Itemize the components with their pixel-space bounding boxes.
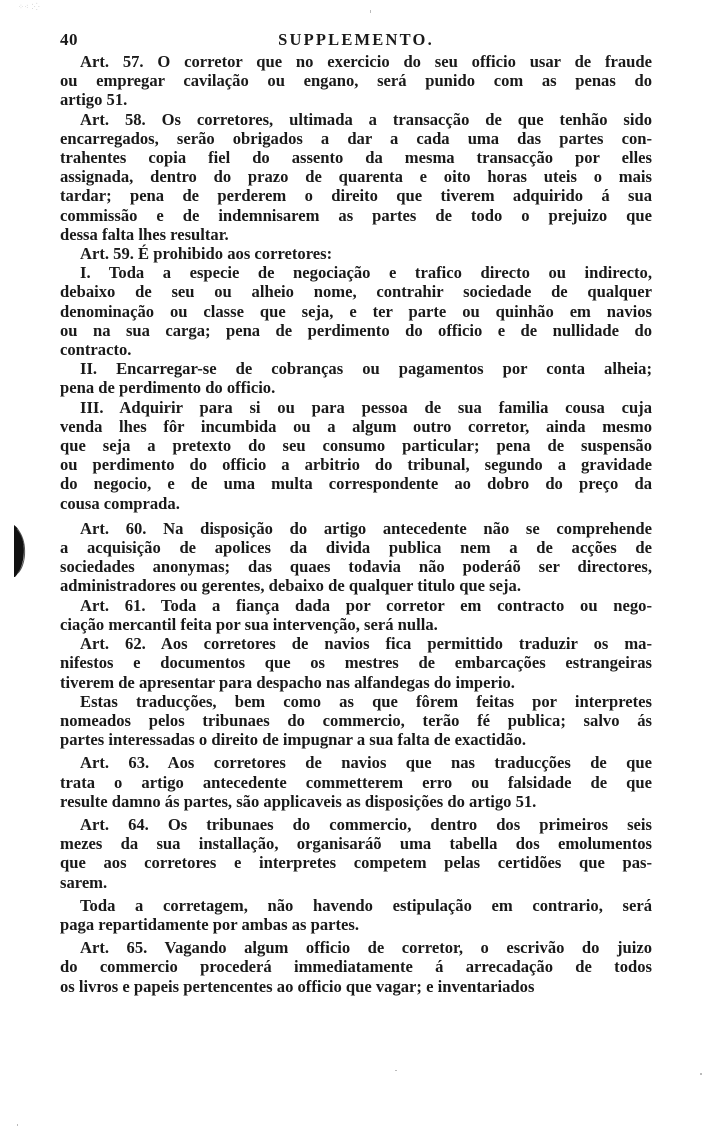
text-line: que aos corretores e interpretes competem pelas certidões que pas-	[60, 853, 652, 873]
text-line: III. Adquirir para si ou para pessoa de sua familia cousa cuja	[80, 397, 652, 417]
text-line: dessa falta lhes resultar.	[60, 224, 229, 244]
text-line: sociedades anonymas; das quaes todavia não poderáõ ser directores,	[60, 557, 652, 577]
text-line: Art. 63. Aos corretores de navios que nas traducções de que	[80, 753, 652, 773]
paragraph-art-64	[60, 815, 652, 892]
paragraph-art-62	[60, 634, 652, 692]
text-line: II. Encarregar-se de cobranças ou pagamentos por conta alheia;	[80, 359, 652, 379]
text-line: sarem.	[60, 872, 108, 892]
text-line: artigo 51.	[60, 90, 128, 110]
text-line: que seja a pretexto do seu consumo particular; pena de suspensão	[60, 436, 652, 456]
text-line: ciação mercantil feita por sua intervenção, será nulla.	[60, 614, 438, 634]
paragraph-art-59-i	[60, 263, 652, 359]
text-line: venda lhes fôr incumbida ou a algum outro corretor, ainda mesmo	[60, 416, 652, 436]
paragraph-art-60	[60, 519, 652, 596]
text-line: trata o artigo antecedente commetterem erro ou falsidade de que	[60, 772, 652, 792]
text-line: Art. 65. Vagando algum officio de corretor, o escrivão do juizo	[80, 938, 652, 958]
text-line: encarregados, serão obrigados a dar a cada uma das partes con-	[60, 128, 652, 148]
page-header	[60, 30, 652, 52]
paragraph-art-57	[60, 52, 652, 110]
text-line: ou empregar cavilação ou engano, será punido com as penas do	[60, 71, 652, 91]
text-line: os livros e papeis pertencentes ao officio que vagar; e inventariados	[60, 976, 535, 996]
paragraph-art-62-b	[60, 692, 652, 750]
text-line: denominação ou classe que seja, e ter parte ou quinhão em navios	[60, 301, 652, 321]
text-line: ou perdimento do officio a arbitrio do tribunal, segundo a gravidade	[60, 455, 652, 475]
text-line: I. Toda a especie de negociação e trafico directo ou indirecto,	[80, 263, 652, 283]
text-line: tiverem de apresentar para despacho nas alfandegas do imperio.	[60, 672, 515, 692]
text-line: nomeados pelos tribunaes do commercio, terão fé publica; salvo ás	[60, 710, 652, 730]
text-line: trahentes copia fiel do assento da mesma transacção por elles	[60, 148, 652, 168]
text-line: mezes da sua installação, organisaráõ uma tabella dos emolumentos	[60, 834, 652, 854]
scan-speck	[700, 1073, 702, 1075]
paragraph-art-61	[60, 596, 652, 634]
paragraph-art-65	[60, 938, 652, 996]
binding-hole-mark	[12, 523, 28, 579]
text-line: Art. 62. Aos corretores de navios fica permittido traduzir os ma-	[80, 634, 652, 654]
paragraph-art-64-b	[60, 896, 652, 934]
text-line: do negocio, e de uma multa correspondente ao dobro do preço da	[60, 474, 652, 494]
scan-speck	[395, 1070, 397, 1071]
text-line: ou na sua carga; pena de perdimento do officio e de nullidade do	[60, 320, 652, 340]
paragraph-art-63	[60, 753, 652, 811]
text-line: Art. 58. Os corretores, ultimada a transacção de que tenhão sido	[80, 109, 652, 129]
text-line: paga repartidamente por ambas as partes.	[60, 914, 359, 934]
text-line: contracto.	[60, 340, 132, 360]
text-line: resulte damno ás partes, são applicaveis as disposições do artigo 51.	[60, 791, 537, 811]
page-number: 40	[60, 30, 78, 49]
text-line: Art. 60. Na disposição do artigo antecedente não se comprehende	[80, 518, 652, 538]
scan-artifact: ⁘⁖ ⁚⁛	[18, 3, 41, 11]
paragraph-art-59-ii	[60, 359, 652, 397]
text-line: assignada, dentro do prazo de quarenta e oito horas uteis o mais	[60, 167, 652, 187]
text-line: Art. 59. É prohibido aos corretores:	[80, 244, 333, 264]
text-line: Estas traducções, bem como as que fôrem feitas por interpretes	[80, 691, 652, 711]
text-line: cousa comprada.	[60, 493, 180, 513]
text-line: Art. 61. Toda a fiança dada por corretor em contracto ou nego-	[80, 595, 652, 615]
text-line: partes interessadas o direito de impugnar a sua falta de exactidão.	[60, 730, 527, 750]
text-line: Art. 64. Os tribunaes do commercio, dentro dos primeiros seis	[80, 814, 652, 834]
text-line: commissão e de indemnisarem as partes de todo o prejuizo que	[60, 205, 652, 225]
text-line: Art. 57. O corretor que no exercicio do seu officio usar de fraude	[80, 52, 652, 71]
text-line: tardar; pena de perderem o direito que tiverem adquirido á sua	[60, 186, 652, 206]
paragraph-art-58	[60, 110, 652, 244]
text-line: Toda a corretagem, não havendo estipulação em contrario, será	[80, 895, 652, 915]
text-line: pena de perdimento do officio.	[60, 378, 276, 398]
text-line: administradores ou gerentes, debaixo de qualquer titulo que seja.	[60, 576, 521, 596]
body-text	[60, 52, 652, 996]
scan-speck	[370, 10, 371, 13]
paragraph-art-59-iii	[60, 398, 652, 513]
scan-speck	[17, 1124, 18, 1126]
paragraph-art-59	[60, 244, 652, 263]
text-line: debaixo de seu ou alheio nome, contrahir sociedade de qualquer	[60, 282, 652, 302]
text-line: do commercio procederá immediatamente á arrecadação de todos	[60, 957, 652, 977]
text-line: a acquisição de apolices da divida publica nem a de acções de	[60, 538, 652, 558]
running-title: SUPPLEMENTO.	[278, 30, 434, 49]
text-line: nifestos e documentos que os mestres de embarcações estrangeiras	[60, 653, 652, 673]
